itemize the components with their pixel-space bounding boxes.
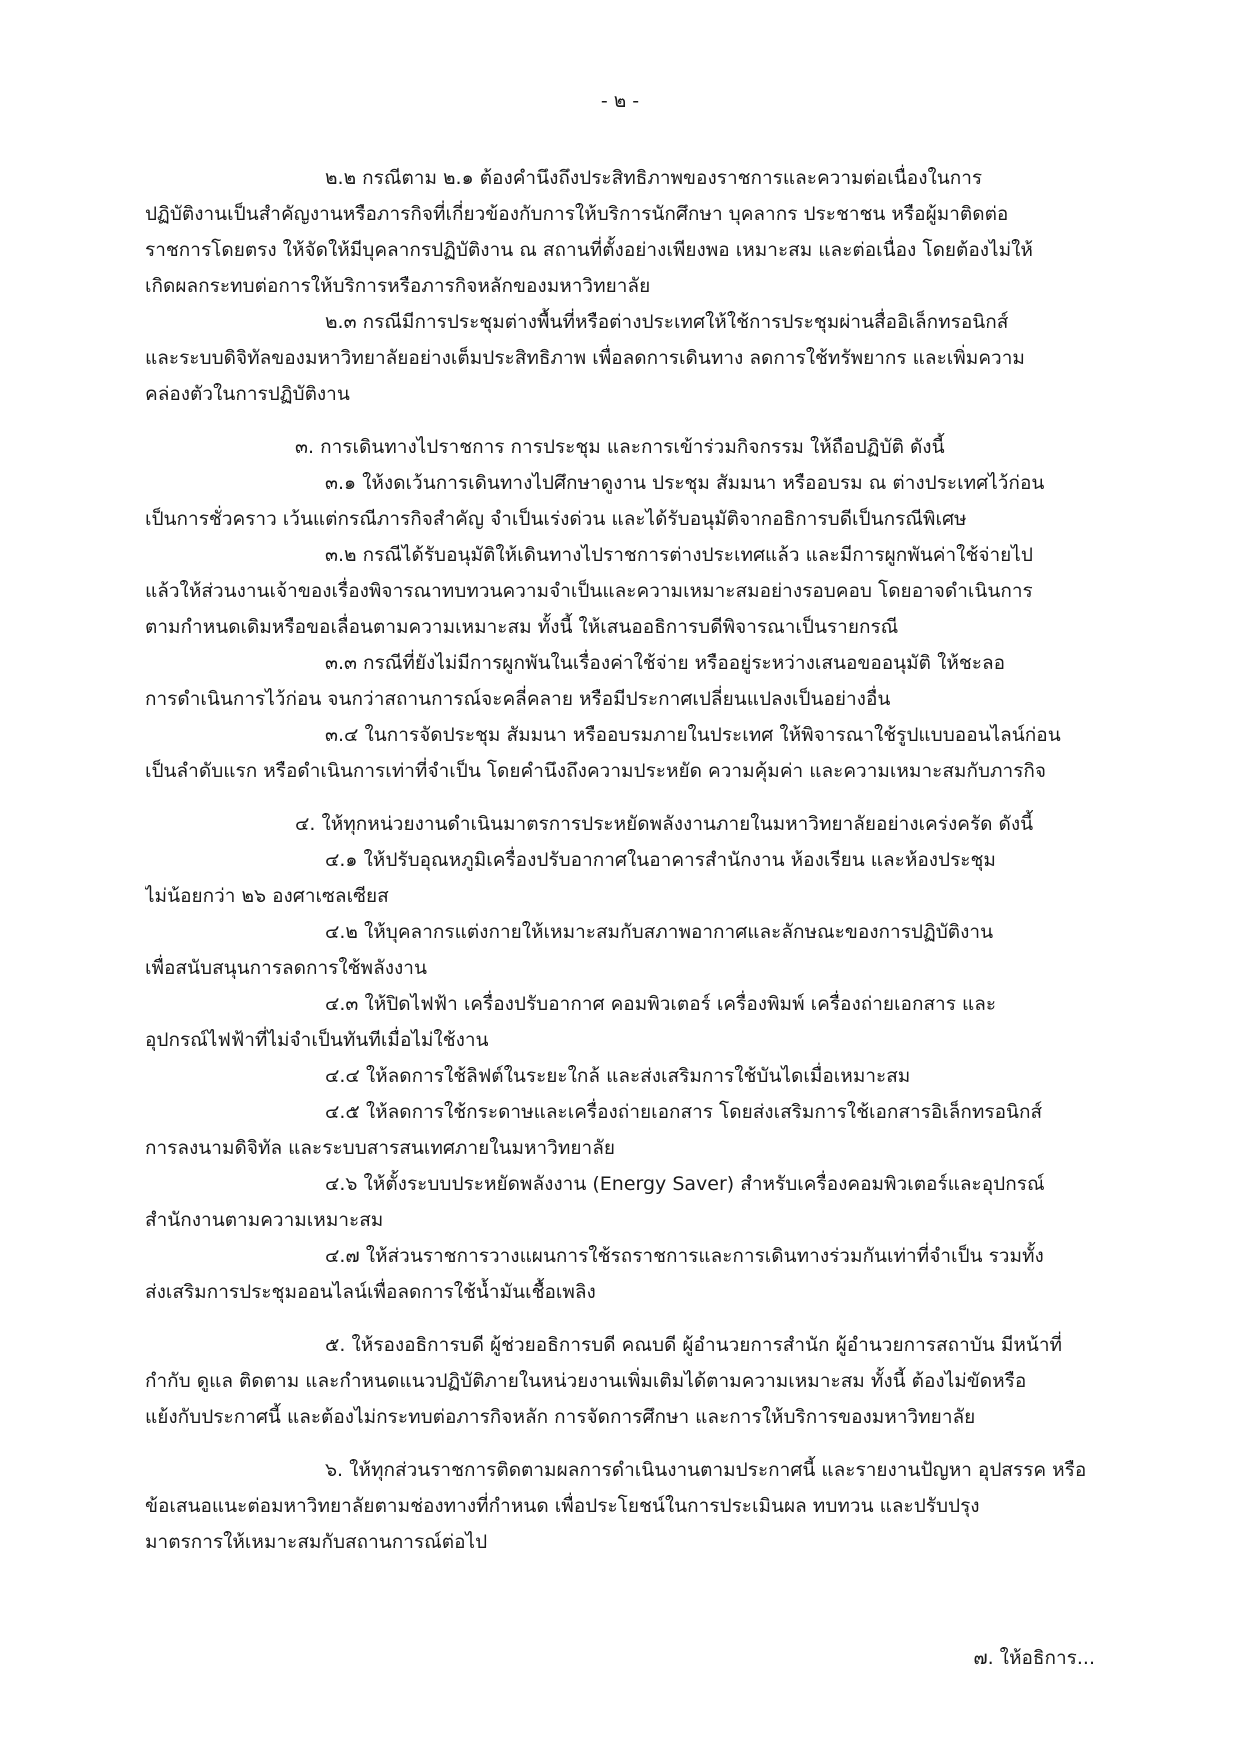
paragraph-line: ๓.๓ กรณีที่ยังไม่มีการผูกพันในเรื่องค่าใช้จ่าย หรืออยู่ระหว่างเสนอขออนุมัติ ให้ชะลอ	[325, 652, 1006, 674]
section-gap	[145, 789, 1095, 806]
paragraph-line: แล้วให้ส่วนงานเจ้าของเรื่องพิจารณาทบทวนความจำเป็นและความเหมาะสมอย่างรอบคอบ โดยอาจดำเนินการ	[145, 580, 1033, 602]
paragraph-line: คล่องตัวในการปฏิบัติงาน	[145, 383, 350, 405]
section-heading: ๔. ให้ทุกหน่วยงานดำเนินมาตรการประหยัดพลังงานภายในมหาวิทยาลัยอย่างเคร่งครัด ดังนี้	[295, 813, 1034, 835]
page-number: - ๒ -	[600, 90, 640, 112]
paragraph-line: ๔.๖ ให้ตั้งระบบประหยัดพลังงาน (Energy Saver) สำหรับเครื่องคอมพิวเตอร์และอุปกรณ์	[325, 1173, 1045, 1195]
paragraph-line: ตามกำหนดเดิมหรือขอเลื่อนตามความเหมาะสม ทั้งนี้ ให้เสนออธิการบดีพิจารณาเป็นรายกรณี	[145, 616, 899, 638]
paragraph-line: ๔.๓ ให้ปิดไฟฟ้า เครื่องปรับอากาศ คอมพิวเตอร์ เครื่องพิมพ์ เครื่องถ่ายเอกสาร และ	[325, 993, 997, 1015]
paragraph-line: แย้งกับประกาศนี้ และต้องไม่กระทบต่อภารกิจหลัก การจัดการศึกษา และการให้บริการของมหาวิทยาลัย	[145, 1406, 976, 1428]
section-heading: ๕. ให้รองอธิการบดี ผู้ช่วยอธิการบดี คณบดี ผู้อำนวยการสำนัก ผู้อำนวยการสถาบัน มีหน้าที่	[325, 1334, 1063, 1356]
section-heading: ๓. การเดินทางไปราชการ การประชุม และการเข้าร่วมกิจกรรม ให้ถือปฏิบัติ ดังนี้	[295, 436, 945, 458]
section-gap	[145, 1435, 1095, 1452]
paragraph-line: การดำเนินการไว้ก่อน จนกว่าสถานการณ์จะคลี่คลาย หรือมีประกาศเปลี่ยนแปลงเป็นอย่างอื่น	[145, 688, 891, 710]
paragraph-line: เกิดผลกระทบต่อการให้บริการหรือภารกิจหลักของมหาวิทยาลัย	[145, 275, 651, 297]
paragraph-line: ข้อเสนอแนะต่อมหาวิทยาลัยตามช่องทางที่กำหนด เพื่อประโยชน์ในการประเมินผล ทบทวน และปรับปรุง	[145, 1495, 980, 1517]
paragraph-line: ราชการโดยตรง ให้จัดให้มีบุคลากรปฏิบัติงาน ณ สถานที่ตั้งอย่างเพียงพอ เหมาะสม และต่อเนื่อง โดยต้องไม่ให้	[145, 239, 1033, 261]
paragraph-line: ส่งเสริมการประชุมออนไลน์เพื่อลดการใช้น้ำมันเชื้อเพลิง	[145, 1281, 596, 1303]
paragraph-line: เป็นลำดับแรก หรือดำเนินการเท่าที่จำเป็น โดยคำนึงถึงความประหยัด ความคุ้มค่า และความเหมาะสมกับภารกิจ	[145, 760, 1047, 782]
paragraph-line: ปฏิบัติงานเป็นสำคัญงานหรือภารกิจที่เกี่ยวข้องกับการให้บริการนักศึกษา บุคลากร ประชาชน หรือผู้มาติดต่อ	[145, 203, 1009, 225]
paragraph-line: ๓.๔ ในการจัดประชุม สัมมนา หรืออบรมภายในประเทศ ให้พิจารณาใช้รูปแบบออนไลน์ก่อน	[325, 724, 1061, 746]
paragraph-line: การลงนามดิจิทัล และระบบสารสนเทศภายในมหาวิทยาลัย	[145, 1137, 615, 1159]
continuation-text: ๗. ให้อธิการ...	[973, 1647, 1095, 1669]
paragraph-line: ไม่น้อยกว่า ๒๖ องศาเซลเซียส	[145, 885, 389, 907]
paragraph-line: ๒.๓ กรณีมีการประชุมต่างพื้นที่หรือต่างประเทศให้ใช้การประชุมผ่านสื่ออิเล็กทรอนิกส์	[325, 311, 1009, 333]
paragraph-line: ๔.๕ ให้ลดการใช้กระดาษและเครื่องถ่ายเอกสาร โดยส่งเสริมการใช้เอกสารอิเล็กทรอนิกส์	[325, 1101, 1043, 1123]
paragraph-line: ๔.๗ ให้ส่วนราชการวางแผนการใช้รถราชการและการเดินทางร่วมกันเท่าที่จำเป็น รวมทั้ง	[325, 1245, 1044, 1267]
paragraph-line: เป็นการชั่วคราว เว้นแต่กรณีภารกิจสำคัญ จำเป็นเร่งด่วน และได้รับอนุมัติจากอธิการบดีเป็นกรณีพิเศษ	[145, 508, 967, 530]
paragraph-line: เพื่อสนับสนุนการลดการใช้พลังงาน	[145, 957, 427, 979]
paragraph-line: อุปกรณ์ไฟฟ้าที่ไม่จำเป็นทันทีเมื่อไม่ใช้งาน	[145, 1029, 489, 1051]
paragraph-line: และระบบดิจิทัลของมหาวิทยาลัยอย่างเต็มประสิทธิภาพ เพื่อลดการเดินทาง ลดการใช้ทรัพยากร และเพิ่มความ	[145, 347, 1025, 369]
paragraph-line: ๔.๑ ให้ปรับอุณหภูมิเครื่องปรับอากาศในอาคารสำนักงาน ห้องเรียน และห้องประชุม	[325, 849, 996, 871]
paragraph-line: ๔.๔ ให้ลดการใช้ลิฟต์ในระยะใกล้ และส่งเสริมการใช้บันไดเมื่อเหมาะสม	[325, 1065, 911, 1087]
paragraph-line: ๓.๑ ให้งดเว้นการเดินทางไปศึกษาดูงาน ประชุม สัมมนา หรืออบรม ณ ต่างประเทศไว้ก่อน	[325, 472, 1045, 494]
paragraph-line: ๒.๒ กรณีตาม ๒.๑ ต้องคำนึงถึงประสิทธิภาพของราชการและความต่อเนื่องในการ	[325, 167, 983, 189]
paragraph-line: กำกับ ดูแล ติดตาม และกำหนดแนวปฏิบัติภายในหน่วยงานเพิ่มเติมได้ตามความเหมาะสม ทั้งนี้ ต้องไม่ขัดหรือ	[145, 1370, 1027, 1392]
section-heading: ๖. ให้ทุกส่วนราชการติดตามผลการดำเนินงานตามประกาศนี้ และรายงานปัญหา อุปสรรค หรือ	[325, 1459, 1087, 1481]
section-gap	[145, 412, 1095, 429]
paragraph-line: ๓.๒ กรณีได้รับอนุมัติให้เดินทางไปราชการต่างประเทศแล้ว และมีการผูกพันค่าใช้จ่ายไป	[325, 544, 1033, 566]
section-gap	[145, 1310, 1095, 1327]
paragraph-line: มาตรการให้เหมาะสมกับสถานการณ์ต่อไป	[145, 1531, 488, 1553]
paragraph-line: สำนักงานตามความเหมาะสม	[145, 1209, 384, 1231]
paragraph-line: ๔.๒ ให้บุคลากรแต่งกายให้เหมาะสมกับสภาพอากาศและลักษณะของการปฏิบัติงาน	[325, 921, 994, 943]
document-body	[145, 160, 1095, 1560]
